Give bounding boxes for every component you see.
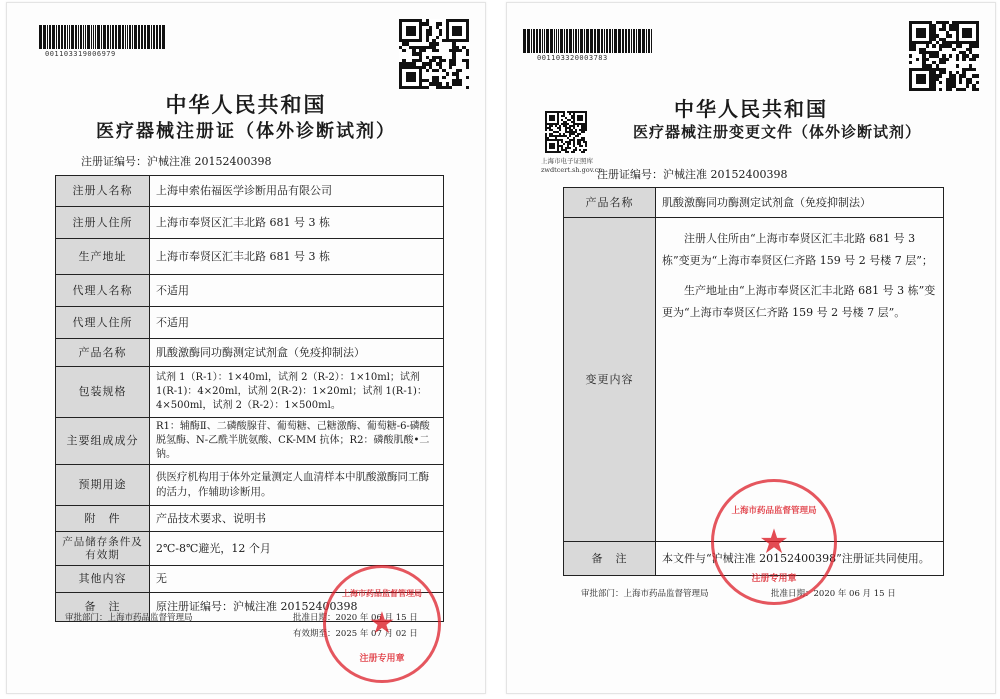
approval-department: 审批部门：上海市药品监督管理局 [581, 589, 709, 599]
row-value: 上海市奉贤区汇丰北路 681 号 3 栋 [150, 207, 444, 239]
certificate-number-value: 沪械注准 20152400398 [663, 168, 788, 181]
star-icon: ★ [368, 606, 396, 641]
table-row [56, 367, 444, 418]
star-icon: ★ [758, 522, 790, 562]
ecert-url: zwdtcert.sh.gov.cn [541, 166, 603, 174]
row-label: 其他内容 [56, 566, 150, 593]
document-title-country: 中华人民共和国 [165, 92, 327, 117]
row-value: 无 [150, 566, 444, 593]
row-label: 注册人住所 [56, 207, 150, 239]
table-row [56, 275, 444, 307]
row-label: 包装规格 [56, 367, 150, 418]
row-label: 备 注 [564, 542, 656, 576]
approval-date: 批准日期：2020 年 06 月 15 日 [293, 613, 418, 623]
table-row [564, 188, 944, 218]
ecert-qr-code [545, 111, 587, 153]
registration-certificate-page [6, 2, 486, 694]
row-label: 备 注 [56, 593, 150, 622]
table-row [56, 239, 444, 275]
row-label: 预期用途 [56, 465, 150, 506]
seal-subtext: 注册专用章 [359, 654, 405, 664]
valid-until-date: 有效期至：2025 年 07 月 02 日 [293, 629, 418, 639]
approval-date: 批准日期：2020 年 06 月 15 日 [771, 589, 896, 599]
row-label: 变更内容 [564, 218, 656, 542]
certificate-number-label: 注册证编号： [81, 155, 147, 168]
row-label: 产品名称 [56, 339, 150, 367]
table-row [56, 465, 444, 506]
seal-text: 上海市药品监督管理局 [342, 588, 422, 598]
table-row [56, 532, 444, 566]
row-value: 不适用 [150, 307, 444, 339]
row-value: 供医疗机构用于体外定量测定人血清样本中肌酸激酶同工酶的活力，作辅助诊断用。 [150, 465, 444, 506]
table-row [56, 418, 444, 465]
change-table [563, 187, 944, 576]
row-value: 肌酸激酶同功酶测定试剂盒（免疫抑制法） [656, 188, 944, 218]
ecert-library-name: 上海市电子证照库 [541, 157, 593, 165]
row-value: R1：辅酶Ⅱ、二磷酸腺苷、葡萄糖、己糖激酶、葡萄糖-6-磷酸脱氢酶、N-乙酰半胱氨酸、CK-MM 抗体；R2：磷酸肌酸•二钠。 [150, 418, 444, 465]
document-title-country: 中华人民共和国 [674, 97, 828, 121]
row-value: 产品技术要求、说明书 [150, 506, 444, 532]
row-value: 不适用 [150, 275, 444, 307]
row-label: 生产地址 [56, 239, 150, 275]
barcode [523, 29, 653, 53]
table-row [56, 339, 444, 367]
row-label: 产品名称 [564, 188, 656, 218]
row-value: 肌酸激酶同功酶测定试剂盒（免疫抑制法） [150, 339, 444, 367]
row-label: 注册人名称 [56, 176, 150, 207]
barcode-number: 001103319006979 [45, 50, 116, 58]
row-value: 试剂 1（R-1）：1×40ml，试剂 2（R-2）：1×10ml；试剂 1(R-1)：4×20ml，试剂 2(R-2)：1×20ml；试剂 1(R-1)：4×500ml，试剂 2（R-2）：1×500ml。 [150, 367, 444, 418]
row-value: 上海市奉贤区汇丰北路 681 号 3 栋 [150, 239, 444, 275]
row-value: 2℃-8℃避光，12 个月 [150, 532, 444, 566]
row-label: 附 件 [56, 506, 150, 532]
table-row [56, 307, 444, 339]
table-row [564, 542, 944, 576]
seal-text: 上海市药品监督管理局 [731, 506, 817, 516]
certificate-number [597, 166, 787, 182]
table-row [56, 566, 444, 593]
certificate-number [81, 153, 271, 169]
change-paragraph: 生产地址由“上海市奉贤区汇丰北路 681 号 3 栋”变更为“上海市奉贤区仁齐路 159 号 2 号楼 7 层”。 [662, 284, 936, 319]
certificate-number-label: 注册证编号： [597, 168, 663, 181]
row-value: 原注册证编号：沪械注准 20152400398 [150, 593, 444, 622]
barcode [39, 25, 166, 49]
row-value: 本文件与“沪械注准 20152400398”注册证共同使用。 [656, 542, 944, 576]
change-paragraph: 注册人住所由“上海市奉贤区汇丰北路 681 号 3 栋”变更为“上海市奉贤区仁齐路 159 号 2 号楼 7 层”； [662, 232, 933, 267]
row-label: 主要组成成分 [56, 418, 150, 465]
approval-department: 审批部门：上海市药品监督管理局 [65, 613, 193, 623]
qr-code [909, 21, 979, 91]
table-row [56, 176, 444, 207]
barcode-number: 001103320003783 [537, 54, 608, 62]
table-row [56, 207, 444, 239]
document-title: 医疗器械注册证（体外诊断试剂） [96, 121, 396, 142]
registration-change-document-page [506, 2, 996, 694]
row-label: 代理人住所 [56, 307, 150, 339]
certificate-table [55, 175, 444, 622]
document-title: 医疗器械注册变更文件（体外诊断试剂） [632, 123, 921, 141]
qr-code [399, 19, 469, 89]
seal-subtext: 注册专用章 [751, 574, 797, 584]
row-label: 代理人名称 [56, 275, 150, 307]
certificate-number-value: 沪械注准 20152400398 [147, 155, 272, 168]
row-value [656, 218, 944, 542]
row-label: 产品储存条件及有效期 [56, 532, 150, 566]
row-value: 上海申索佑福医学诊断用品有限公司 [150, 176, 444, 207]
table-row [56, 506, 444, 532]
table-row [564, 218, 944, 542]
